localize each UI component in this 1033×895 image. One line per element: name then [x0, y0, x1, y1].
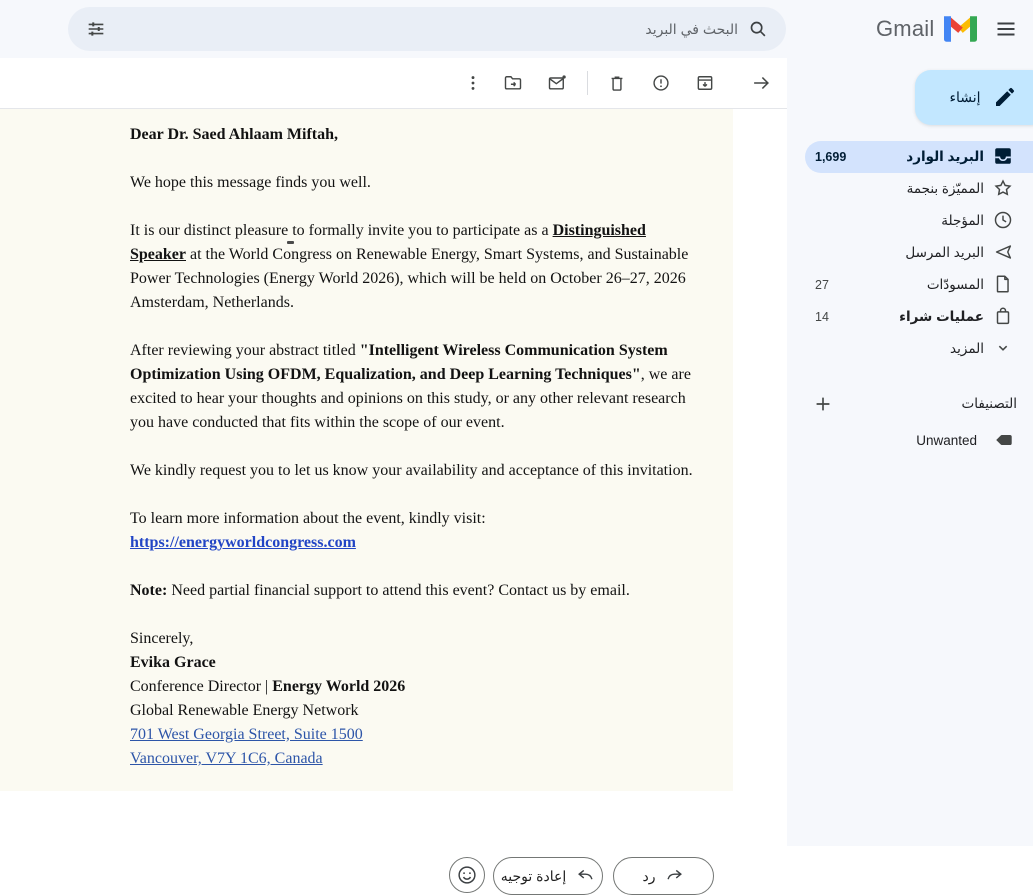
sidebar-item-label: المزيد: [950, 341, 984, 356]
sidebar-item-count: 1,699: [815, 150, 847, 164]
send-icon: [992, 241, 1016, 265]
message-pane: [0, 58, 787, 884]
sidebar-item-drafts[interactable]: [787, 269, 1033, 301]
archive-icon[interactable]: [687, 65, 723, 101]
sidebar-item-label: البريد المرسل: [905, 245, 984, 260]
text-segment: at the World Congress on Renewable Energy, Smart Systems, and Sustainable Power Technologies (Energy World 2026), which will be held on October 26–27, 2026 Amsterdam, Netherlands.: [130, 246, 689, 311]
search-input[interactable]: البحث في البريد: [645, 21, 738, 37]
compose-button[interactable]: [915, 70, 1033, 125]
text-segment: Distinguished Speaker: [130, 222, 646, 263]
labels-section-header: [787, 388, 1033, 420]
text-segment: , we are excited to hear your thoughts and opinions on this study, or any other relevant research you have conducted that fits within the scope of our event.: [130, 366, 691, 431]
text-segment: Energy World 2026: [272, 678, 406, 695]
sidebar: [787, 58, 1033, 846]
sidebar-item-label: البريد الوارد: [906, 149, 984, 164]
text-segment: To learn more information about the event, kindly visit:: [130, 510, 486, 527]
draft-icon: [992, 273, 1016, 297]
menu-icon[interactable]: [993, 17, 1019, 41]
sidebar-item-label: المميّزة بنجمة: [906, 181, 984, 196]
sidebar-item-starred[interactable]: [787, 173, 1033, 205]
reply-button[interactable]: [613, 857, 714, 895]
text-segment: Dear Dr. Saed Ahlaam Miftah,: [130, 126, 338, 143]
email-content-card: [0, 109, 733, 791]
toolbar-divider: [587, 71, 588, 95]
link[interactable]: https://energyworldcongress.com: [130, 534, 356, 551]
sidebar-item-sent[interactable]: [787, 237, 1033, 269]
label-icon: [992, 429, 1016, 453]
text-segment: After reviewing your abstract titled: [130, 342, 360, 359]
sidebar-item-label: Unwanted: [916, 433, 977, 448]
text-segment: Note:: [130, 582, 168, 599]
text-segment: We hope this message finds you well.: [130, 174, 371, 191]
sidebar-item-more[interactable]: [787, 333, 1033, 365]
text-segment: Evika Grace: [130, 654, 216, 671]
forward-button-label: إعادة توجيه: [500, 867, 567, 884]
sidebar-item-inbox[interactable]: [787, 141, 1033, 173]
search-icon[interactable]: [746, 17, 770, 41]
star-icon: [992, 177, 1016, 201]
search-bar[interactable]: [68, 7, 786, 51]
compose-button-label: إنشاء: [949, 89, 981, 105]
sidebar-item-purchases[interactable]: [787, 301, 1033, 333]
forward-arrow-icon: [575, 865, 595, 888]
text-segment: Conference Director |: [130, 678, 273, 695]
sidebar-item-snoozed[interactable]: [787, 205, 1033, 237]
reply-arrow-icon: [665, 865, 685, 888]
text-segment: Global Renewable Energy Network: [130, 702, 359, 719]
emoji-icon[interactable]: [449, 857, 485, 893]
sidebar-item-label: عمليات شراء: [899, 309, 984, 324]
more-options-icon[interactable]: [455, 65, 491, 101]
link[interactable]: Vancouver, V7Y 1C6, Canada: [130, 750, 323, 767]
back-arrow-icon[interactable]: [743, 65, 779, 101]
email-body: [130, 123, 696, 791]
app-header: [0, 0, 1033, 58]
delete-icon[interactable]: [599, 65, 635, 101]
sidebar-item-count: 14: [815, 310, 829, 324]
text-cursor: [287, 241, 294, 244]
tune-icon[interactable]: [84, 17, 108, 41]
text-segment: Sincerely,: [130, 630, 194, 647]
mark-unread-icon[interactable]: [539, 65, 575, 101]
reply-button-label: رد: [642, 867, 656, 884]
sidebar-item-unwanted[interactable]: [787, 425, 1033, 457]
sidebar-item-label: المسودّات: [926, 277, 984, 292]
gmail-wordmark: Gmail: [876, 16, 935, 41]
text-segment: It is our distinct pleasure to formally invite you to participate as a: [130, 222, 553, 239]
inbox-icon: [992, 145, 1016, 169]
sidebar-item-count: 27: [815, 278, 829, 292]
add-label-icon[interactable]: [811, 392, 835, 416]
text-segment: Need partial financial support to attend this event? Contact us by email.: [167, 582, 630, 599]
clock-icon: [992, 209, 1016, 233]
move-to-folder-icon[interactable]: [495, 65, 531, 101]
forward-button[interactable]: [493, 857, 603, 895]
gmail-logo-icon: [944, 16, 977, 42]
report-spam-icon[interactable]: [643, 65, 679, 101]
sidebar-item-label: المؤجلة: [941, 213, 984, 228]
labels-header-label: التصنيفات: [961, 396, 1017, 411]
pencil-icon: [993, 85, 1017, 109]
chevron-down-icon: [992, 337, 1016, 361]
message-toolbar: [0, 58, 787, 109]
shopping-bag-icon: [992, 305, 1016, 329]
text-segment: "Intelligent Wireless Communication System Optimization Using OFDM, Equalization, and Deep Learning Techniques": [130, 342, 668, 383]
link[interactable]: 701 West Georgia Street, Suite 1500: [130, 726, 363, 743]
text-segment: We kindly request you to let us know your availability and acceptance of this invitation.: [130, 462, 693, 479]
